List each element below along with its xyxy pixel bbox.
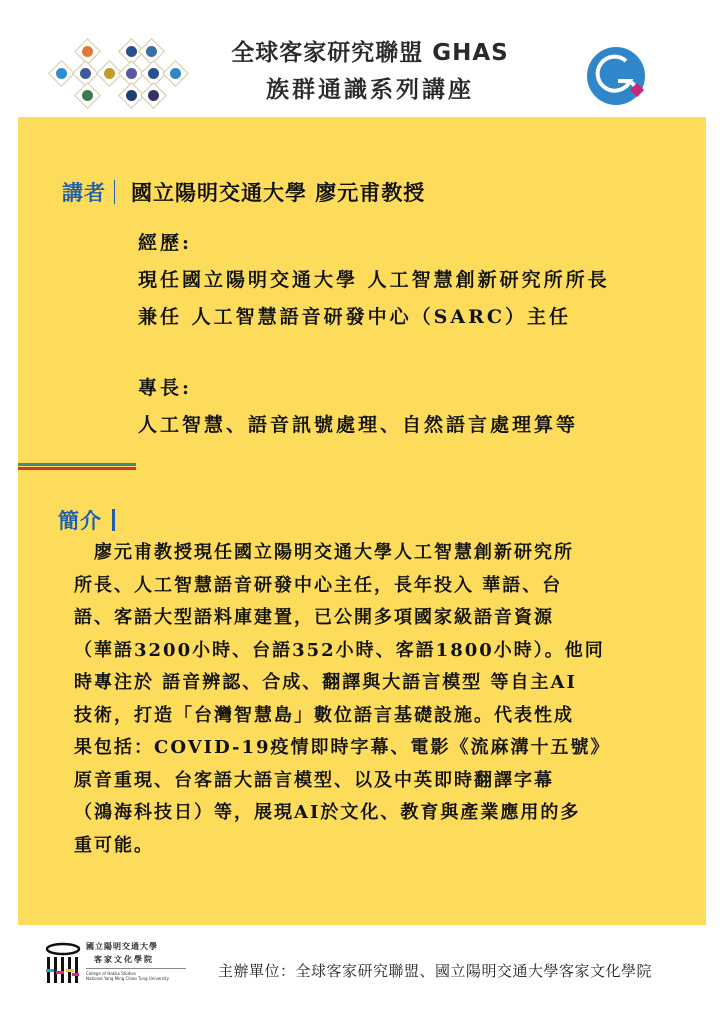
expertise-value: 人工智慧、語音訊號處理、自然語言處理算等 xyxy=(138,414,579,436)
intro-line: 果包括：COVID-19疫情即時字幕、電影《流麻溝十五號》 xyxy=(74,737,611,758)
member-logos-icon xyxy=(40,38,200,110)
content-panel xyxy=(18,117,706,925)
divider-red-line xyxy=(18,467,136,470)
intro-line: 重可能。 xyxy=(74,834,154,856)
intro-line: 技術，打造「台灣智慧島」數位語言基礎設施。代表性成 xyxy=(74,704,574,726)
intro-line: 時專注於 語音辨認、合成、翻譯與大語言模型 等自主AI xyxy=(74,672,577,693)
logo-diamond-icon xyxy=(48,60,75,87)
divider-green-line xyxy=(18,463,136,466)
poster-header xyxy=(0,0,724,117)
intro-line: （華語3200小時、台語352小時、客語1800小時）。他同 xyxy=(74,639,605,661)
speaker-bio xyxy=(138,225,610,444)
intro-line: 語、客語大型語料庫建置，已公開多項國家級語音資源 xyxy=(74,607,554,628)
intro-paragraph xyxy=(74,537,660,862)
hakka-mark-icon xyxy=(44,941,82,985)
experience-label: 經歷: xyxy=(138,232,193,254)
intro-line: 廖元甫教授現任國立陽明交通大學人工智慧創新研究所 xyxy=(74,542,574,563)
intro-label: 簡介 xyxy=(58,509,102,533)
title-line-2: 族群通識系列講座 xyxy=(266,77,474,103)
separator-bar xyxy=(112,509,115,531)
experience-item: 現任國立陽明交通大學 人工智慧創新研究所所長 xyxy=(138,269,610,291)
speaker-name: 國立陽明交通大學 廖元甫教授 xyxy=(131,181,426,205)
expertise-label: 專長: xyxy=(138,377,193,399)
logo-cn-line-1: 國立陽明交通大學 xyxy=(86,941,158,951)
intro-heading xyxy=(58,505,115,535)
title-line-1: 全球客家研究聯盟 GHAS xyxy=(231,40,509,66)
poster-footer xyxy=(0,925,724,1024)
intro-line: （鴻海科技日）等，展現AI於文化、教育與產業應用的多 xyxy=(74,802,581,823)
speaker-heading xyxy=(62,177,425,207)
logo-diamond-icon xyxy=(74,38,101,65)
logo-en-line-1: College of Hakka Studies xyxy=(86,971,136,976)
intro-line: 原音重現、台客語大語言模型、以及中英即時翻譯字幕 xyxy=(74,769,554,791)
poster-title xyxy=(190,36,550,110)
hakka-college-logo xyxy=(44,941,184,985)
logo-diamond-icon xyxy=(74,82,101,109)
experience-item: 兼任 人工智慧語音研發中心（SARC）主任 xyxy=(138,306,571,328)
logo-diamond-icon xyxy=(140,82,167,109)
section-divider xyxy=(18,463,136,470)
intro-line: 所長、人工智慧語音研發中心主任，長年投入 華語、台 xyxy=(74,574,563,596)
logo-cn-line-2: 客家文化學院 xyxy=(94,954,154,964)
speaker-label: 講者 xyxy=(62,181,106,205)
organizer-text: 主辦單位：全球客家研究聯盟、國立陽明交通大學客家文化學院 xyxy=(218,962,653,980)
separator-bar xyxy=(114,180,115,204)
logo-diamond-icon xyxy=(162,60,189,87)
ghas-logo-icon xyxy=(586,45,648,107)
logo-en-line-2: National Yang Ming Chiao Tung University xyxy=(86,976,170,981)
